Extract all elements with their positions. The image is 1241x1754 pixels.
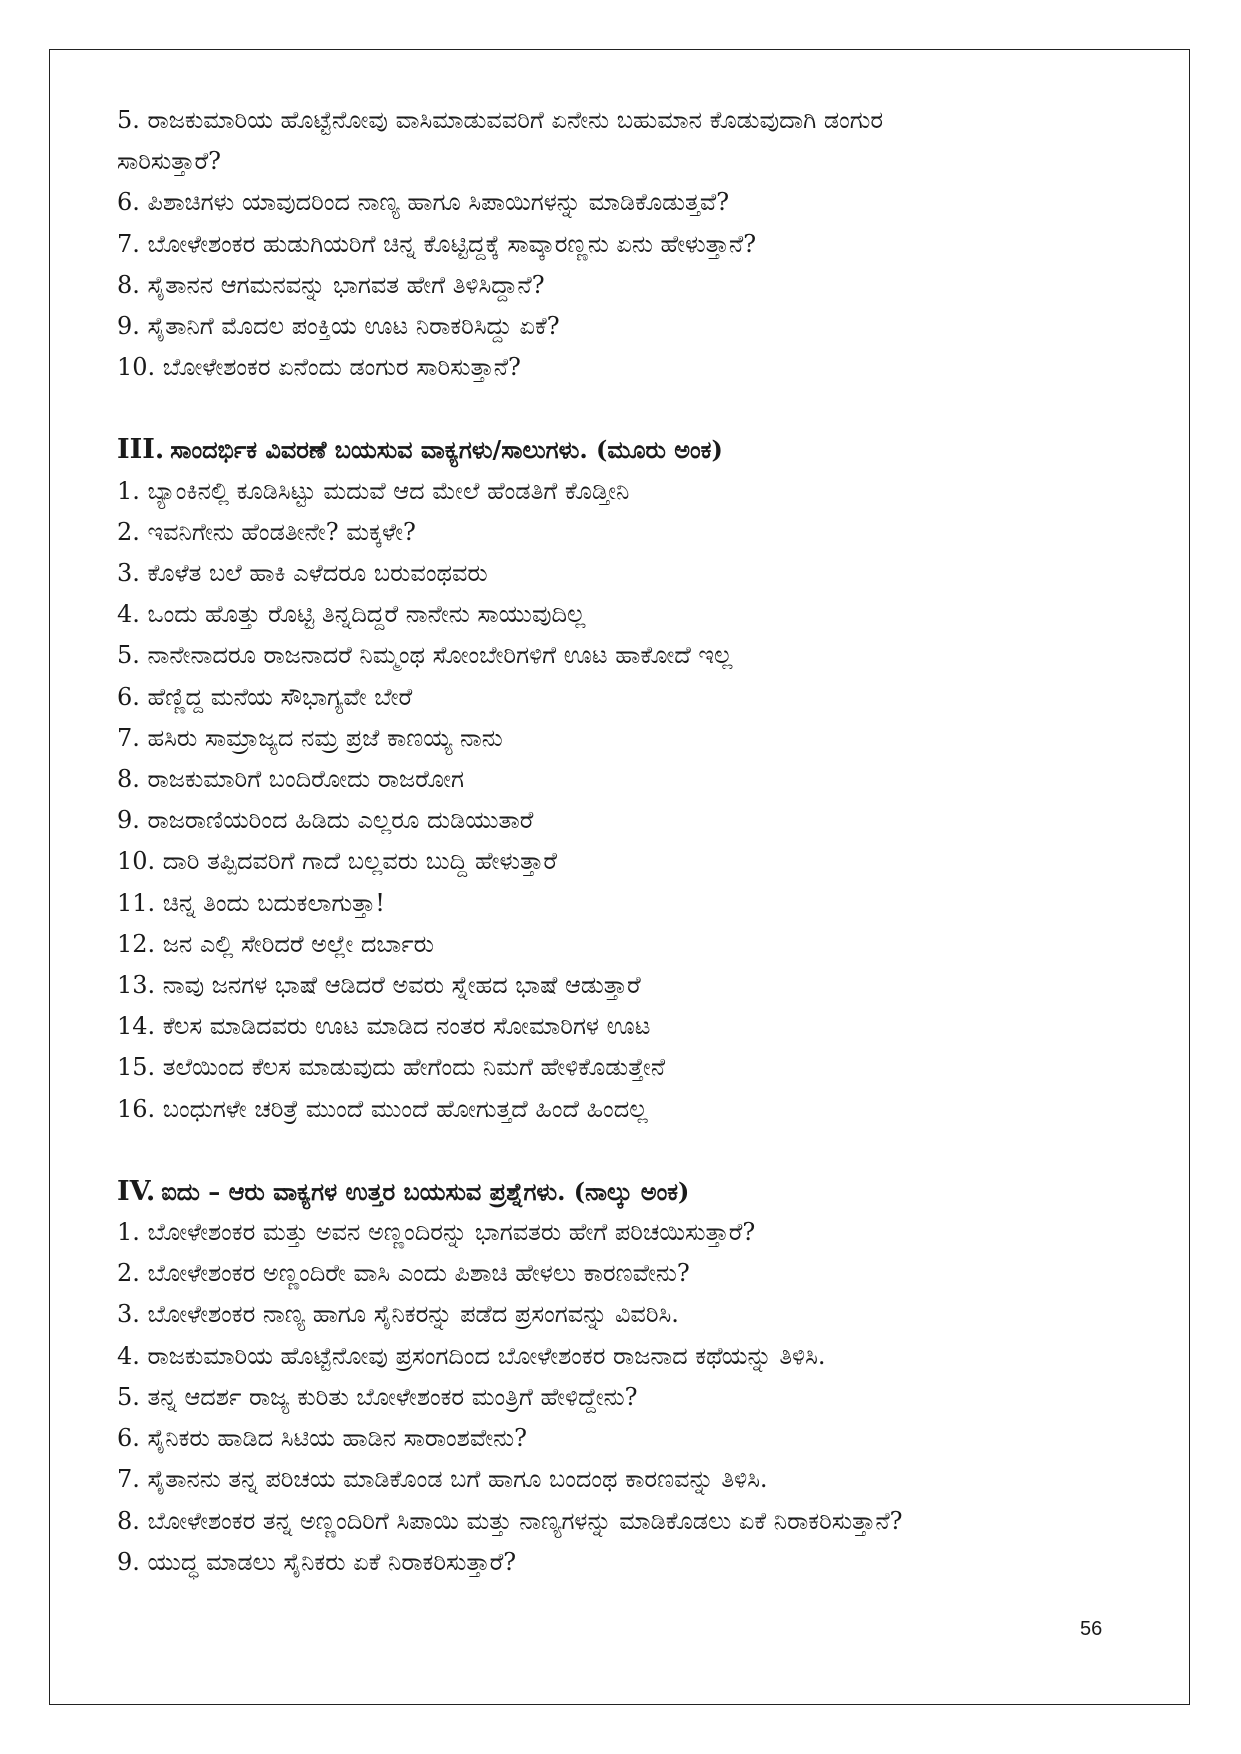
section-4-heading — [117, 1171, 1117, 1212]
list-item: 4. ರಾಜಕುಮಾರಿಯ ಹೊಟ್ಟೆನೋವು ಪ್ರಸಂಗದಿಂದ ಬೋಳೇಶಂಕರ ರಾಜನಾದ ಕಥೆಯನ್ನು ತಿಳಿಸಿ. — [117, 1341, 826, 1370]
list-item: 5. ನಾನೇನಾದರೂ ರಾಜನಾದರೆ ನಿಮ್ಮಂಥ ಸೋಂಬೇರಿಗಳಿಗೆ ಊಟ ಹಾಕೋದೆ ಇಲ್ಲ — [117, 641, 733, 670]
list-item: 1. ಬೋಳೇಶಂಕರ ಮತ್ತು ಅವನ ಅಣ್ಣಂದಿರನ್ನು ಭಾಗವತರು ಹೇಗೆ ಪರಿಚಯಿಸುತ್ತಾರೆ? — [117, 1218, 756, 1247]
list-item: 7. ಬೋಳೇಶಂಕರ ಹುಡುಗಿಯರಿಗೆ ಚಿನ್ನ ಕೊಟ್ಟಿದ್ದಕ್ಕೆ ಸಾವ್ಕಾರಣ್ಣನು ಏನು ಹೇಳುತ್ತಾನೆ? — [117, 229, 757, 258]
list-item: 9. ಸೈತಾನಿಗೆ ಮೊದಲ ಪಂಕ್ತಿಯ ಊಟ ನಿರಾಕರಿಸಿದ್ದು ಏಕೆ? — [117, 312, 560, 341]
section-3-roman: III. — [117, 434, 165, 466]
list-item: 8. ಸೈತಾನನ ಆಗಮನವನ್ನು ಭಾಗವತ ಹೇಗೆ ತಿಳಿಸಿದ್ದಾನೆ? — [117, 270, 545, 299]
list-item: 8. ಬೋಳೇಶಂಕರ ತನ್ನ ಅಣ್ಣಂದಿರಿಗೆ ಸಿಪಾಯಿ ಮತ್ತು ನಾಣ್ಯಗಳನ್ನು ಮಾಡಿಕೊಡಲು ಏಕೆ ನಿರಾಕರಿಸುತ್ತಾನೆ? — [117, 1506, 903, 1535]
list-item: ಸಾರಿಸುತ್ತಾರೆ? — [117, 147, 222, 176]
section-3-heading — [117, 429, 1117, 470]
list-item: 10. ಬೋಳೇಶಂಕರ ಏನೆಂದು ಡಂಗುರ ಸಾರಿಸುತ್ತಾನೆ? — [117, 353, 521, 382]
section-spacer — [117, 388, 1117, 429]
list-item: 8. ರಾಜಕುಮಾರಿಗೆ ಬಂದಿರೋದು ರಾಜರೋಗ — [117, 765, 464, 794]
list-item: 3. ಕೊಳೆತ ಬಲೆ ಹಾಕಿ ಎಳೆದರೂ ಬರುವಂಥವರು — [117, 559, 488, 588]
list-item: 16. ಬಂಧುಗಳೇ ಚರಿತ್ರೆ ಮುಂದೆ ಮುಂದೆ ಹೋಗುತ್ತದೆ ಹಿಂದೆ ಹಿಂದಲ್ಲ — [117, 1094, 648, 1123]
list-item: 2. ಇವನಿಗೇನು ಹೆಂಡತೀನೇ? ಮಕ್ಕಳೇ? — [117, 517, 416, 546]
section-4-roman: IV. — [117, 1175, 156, 1207]
list-item: 14. ಕೆಲಸ ಮಾಡಿದವರು ಊಟ ಮಾಡಿದ ನಂತರ ಸೋಮಾರಿಗಳ ಊಟ — [117, 1012, 651, 1041]
section-spacer — [117, 1130, 1117, 1171]
list-item: 7. ಹಸಿರು ಸಾಮ್ರಾಜ್ಯದ ನಮ್ರ ಪ್ರಜೆ ಕಾಣಯ್ಯ ನಾನು — [117, 723, 503, 752]
list-item: 1. ಬ್ಯಾಂಕಿನಲ್ಲಿ ಕೂಡಿಸಿಟ್ಟು ಮದುವೆ ಆದ ಮೇಲೆ ಹೆಂಡತಿಗೆ ಕೊಡ್ತೀನಿ — [117, 476, 630, 505]
list-item: 12. ಜನ ಎಲ್ಲಿ ಸೇರಿದರೆ ಅಲ್ಲೇ ದರ್ಬಾರು — [117, 929, 435, 958]
list-item: 2. ಬೋಳೇಶಂಕರ ಅಣ್ಣಂದಿರೇ ವಾಸಿ ಎಂದು ಪಿಶಾಚಿ ಹೇಳಲು ಕಾರಣವೇನು? — [117, 1259, 690, 1288]
list-item: 13. ನಾವು ಜನಗಳ ಭಾಷೆ ಆಡಿದರೆ ಅವರು ಸ್ನೇಹದ ಭಾಷೆ ಆಡುತ್ತಾರೆ — [117, 971, 641, 1000]
section-top-list — [117, 100, 1117, 388]
list-item: 9. ಯುದ್ಧ ಮಾಡಲು ಸೈನಿಕರು ಏಕೆ ನಿರಾಕರಿಸುತ್ತಾರೆ? — [117, 1547, 517, 1576]
list-item: 15. ತಲೆಯಿಂದ ಕೆಲಸ ಮಾಡುವುದು ಹೇಗೆಂದು ನಿಮಗೆ ಹೇಳಿಕೊಡುತ್ತೇನೆ — [117, 1053, 666, 1082]
list-item: 5. ತನ್ನ ಆದರ್ಶ ರಾಜ್ಯ ಕುರಿತು ಬೋಳೇಶಂಕರ ಮಂತ್ರಿಗೆ ಹೇಳಿದ್ದೇನು? — [117, 1382, 638, 1411]
list-item: 4. ಒಂದು ಹೊತ್ತು ರೊಟ್ಟಿ ತಿನ್ನದಿದ್ದರೆ ನಾನೇನು ಸಾಯುವುದಿಲ್ಲ — [117, 600, 586, 629]
section-4-title: ಐದು – ಆರು ವಾಕ್ಯಗಳ ಉತ್ತರ ಬಯಸುವ ಪ್ರಶ್ನೆಗಳು. (ನಾಲ್ಕು ಅಂಕ) — [161, 1176, 690, 1206]
list-item: 6. ಹೆಣ್ಣಿದ್ದ ಮನೆಯ ಸೌಭಾಗ್ಯವೇ ಬೇರೆ — [117, 682, 413, 711]
list-item: 7. ಸೈತಾನನು ತನ್ನ ಪರಿಚಯ ಮಾಡಿಕೊಂಡ ಬಗೆ ಹಾಗೂ ಬಂದಂಥ ಕಾರಣವನ್ನು ತಿಳಿಸಿ. — [117, 1465, 768, 1494]
section-3-list — [117, 471, 1117, 1130]
section-4-list — [117, 1212, 1117, 1583]
page-number: 56 — [1080, 1618, 1103, 1640]
list-item: 10. ದಾರಿ ತಪ್ಪಿದವರಿಗೆ ಗಾದೆ ಬಲ್ಲವರು ಬುದ್ದಿ ಹೇಳುತ್ತಾರೆ — [117, 847, 558, 876]
list-item: 6. ಪಿಶಾಚಿಗಳು ಯಾವುದರಿಂದ ನಾಣ್ಯ ಹಾಗೂ ಸಿಪಾಯಿಗಳನ್ನು ಮಾಡಿಕೊಡುತ್ತವೆ? — [117, 188, 730, 217]
list-item: 9. ರಾಜರಾಣಿಯರಿಂದ ಹಿಡಿದು ಎಲ್ಲರೂ ದುಡಿಯುತಾರೆ — [117, 806, 534, 835]
list-item: 6. ಸೈನಿಕರು ಹಾಡಿದ ಸಿಟಿಯ ಹಾಡಿನ ಸಾರಾಂಶವೇನು? — [117, 1424, 527, 1453]
list-item: 5. ರಾಜಕುಮಾರಿಯ ಹೊಟ್ಟೆನೋವು ವಾಸಿಮಾಡುವವರಿಗೆ ಏನೇನು ಬಹುಮಾನ ಕೊಡುವುದಾಗಿ ಡಂಗುರ — [117, 106, 884, 134]
list-item: 11. ಚಿನ್ನ ತಿಂದು ಬದುಕಲಾಗುತ್ತಾ! — [117, 888, 385, 917]
section-3-title: ಸಾಂದರ್ಭಿಕ ವಿವರಣೆ ಬಯಸುವ ವಾಕ್ಯಗಳು/ಸಾಲುಗಳು. (ಮೂರು ಅಂಕ) — [170, 435, 723, 465]
page-content — [117, 100, 1117, 1583]
list-item: 3. ಬೋಳೇಶಂಕರ ನಾಣ್ಯ ಹಾಗೂ ಸೈನಿಕರನ್ನು ಪಡೆದ ಪ್ರಸಂಗವನ್ನು ವಿವರಿಸಿ. — [117, 1300, 679, 1329]
